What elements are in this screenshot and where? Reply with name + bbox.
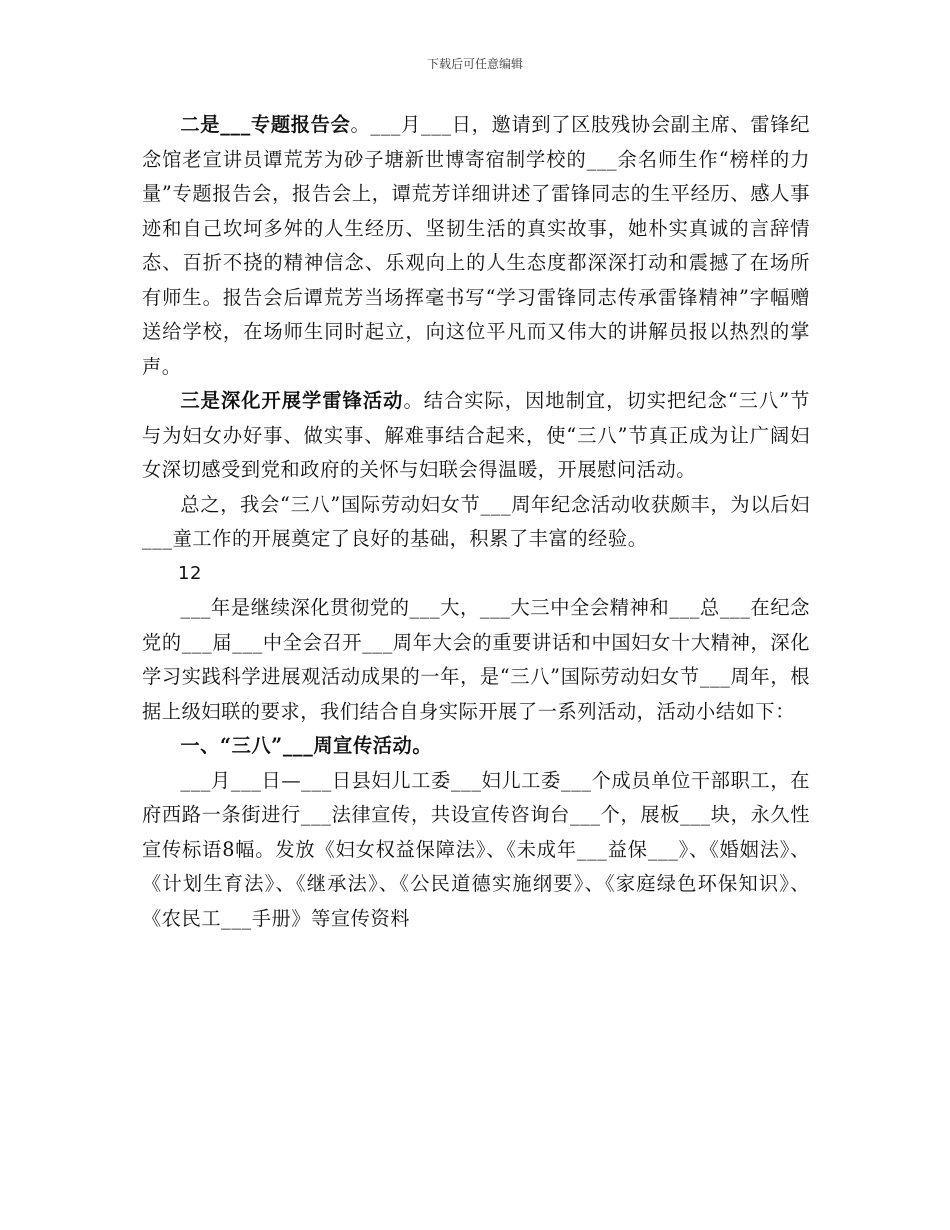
paragraph-text: 。结合实际，因地制宜，切实把纪念“三八”节与为妇女办好事、做实事、解难事结合起来，使“三八”节真正成为让广阔妇女深切感受到党和政府的关怀与妇联会得温暖，开展慰问活动。 xyxy=(142,389,810,481)
paragraph-special-report xyxy=(142,108,810,384)
page-header: 下载后可任意编辑 xyxy=(426,57,523,71)
paragraph-lead: 二是___专题报告会 xyxy=(180,113,351,136)
paragraph-publicity: ___月___日—___日县妇儿工委___妇儿工委___个成员单位干部职工，在府西路一条街进行___法律宣传，共设宣传咨询台___个，展板___块，永久性宣传标语8幅。发放《妇女权益保障法》、《未成年___益保___》、《婚姻法》、《计划生育法》、《继承法》、《公民道德实施纲要》、《家庭绿色环保知识》、《农民工___手册》等宣传资料 xyxy=(142,768,810,930)
section-heading: 一、“三八”___周宣传活动。 xyxy=(180,734,433,757)
paragraph-lead: 三是深化开展学雷锋活动 xyxy=(180,389,404,412)
paragraph-intro: ___年是继续深化贯彻党的___大，___大三中全会精神和___总___在纪念党的___届___中全会召开___周年大会的重要讲话和中国妇女十大精神，深化学习实践科学进展观活动成果的一年，是“三八”国际劳动妇女节___周年，根据上级妇联的要求，我们结合自身实际开展了一系列活动，活动小结如下： xyxy=(142,596,810,723)
paragraph-text: 。___月___日，邀请到了区肢残协会副主席、雷锋纪念馆老宣讲员谭荒芳为砂子塘新世博寄宿制学校的___余名师生作“榜样的力量”专题报告会，报告会上，谭荒芳详细讲述了雷锋同志的生平经历、感人事迹和自己坎坷多舛的人生经历、坚韧生活的真实故事，她朴实真诚的言辞情态、百折不挠的精神信念、乐观向上的人生态度都深深打动和震撼了在场所有师生。报告会后谭荒芳当场挥毫书写“学习雷锋同志传承雷锋精神”字幅赠送给学校，在场师生同时起立，向这位平凡而又伟大的讲解员报以热烈的掌声。 xyxy=(142,113,810,378)
paragraph-summary: 总之，我会“三八”国际劳动妇女节___周年纪念活动收获颇丰，为以后妇___童工作的开展奠定了良好的基础，积累了丰富的经验。 xyxy=(142,492,810,550)
paragraph-lei-feng-activity xyxy=(142,384,810,488)
section-number: 12 xyxy=(178,562,203,584)
document-body xyxy=(142,108,810,936)
